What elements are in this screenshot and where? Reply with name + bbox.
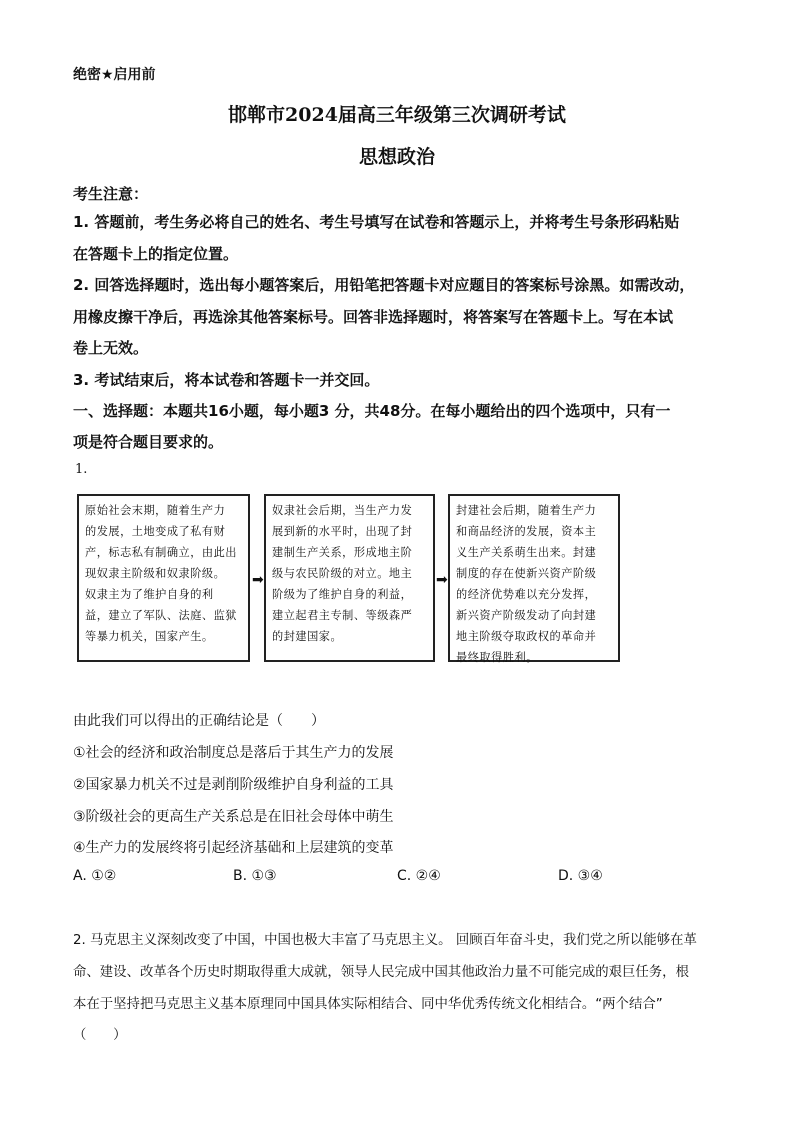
box-line: 的发展，土地变成了私有财	[85, 525, 226, 538]
notice-item-1a: 1. 答题前，考生务必将自己的姓名、考生号填写在试卷和答题示上，并将考生号条形码粘贴	[73, 213, 680, 231]
question-1-number: 1.	[75, 462, 88, 477]
box-line: 新兴资产阶级发动了向封建	[456, 609, 597, 622]
question-1-statement-1: ①社会的经济和政治制度总是落后于其生产力的发展	[73, 745, 394, 761]
box-line: 奴隶主为了维护自身的利	[85, 588, 214, 601]
question-2-line-3: 本在于坚持把马克思主义基本原理同中国具体实际相结合、同中华优秀传统文化相结合。“两个结合”	[73, 997, 663, 1012]
option-c[interactable]: C. ②④	[397, 868, 441, 884]
confidential-label: 绝密★启用前	[73, 67, 156, 83]
box-line: 建制生产关系，形成地主阶	[272, 546, 413, 559]
section-1-heading-a: 一、选择题：本题共16小题，每小题3 分，共48分。在每小题给出的四个选项中，只有一	[73, 402, 671, 420]
exam-title: 邯郸市2024届高三年级第三次调研考试	[228, 104, 566, 126]
right-arrow-icon: ➡	[436, 572, 448, 588]
option-b[interactable]: B. ①③	[233, 868, 277, 884]
question-1-stem: 由此我们可以得出的正确结论是（ ）	[73, 713, 325, 729]
box-line: 展到新的水平时，出现了封	[272, 525, 413, 538]
notice-item-3: 3. 考试结束后，将本试卷和答题卡一并交回。	[73, 371, 380, 389]
box-line: 的封建国家。	[272, 630, 343, 643]
flow-box-feudal-society	[264, 494, 435, 662]
box-line: 的经济优势难以充分发挥，	[456, 588, 597, 601]
question-2-line-4: （ ）	[73, 1028, 127, 1043]
notice-item-2c: 卷上无效。	[73, 339, 149, 357]
box-line: 级与农民阶级的对立。地主	[272, 567, 413, 580]
question-1-statement-2: ②国家暴力机关不过是剥削阶级维护自身利益的工具	[73, 777, 394, 793]
notice-heading: 考生注意：	[73, 185, 149, 203]
option-d[interactable]: D. ③④	[558, 868, 603, 884]
history-flow-diagram	[77, 494, 637, 662]
box-line: 制度的存在使新兴资产阶级	[456, 567, 597, 580]
section-1-heading-b: 项是符合题目要求的。	[73, 433, 224, 451]
notice-item-2a: 2. 回答选择题时，选出每小题答案后，用铅笔把答题卡对应题目的答案标号涂黑。如需改动，	[73, 276, 695, 294]
box-line: 和商品经济的发展，资本主	[456, 525, 597, 538]
question-1-statement-3: ③阶级社会的更高生产关系总是在旧社会母体中萌生	[73, 809, 394, 825]
box-line: 益，建立了军队、法庭、监狱	[85, 609, 237, 622]
flow-box-capitalist-society	[448, 494, 620, 662]
box-line: 最终取得胜利。	[456, 651, 538, 664]
box-line: 建立起君主专制、等级森严	[272, 609, 413, 622]
box-line: 阶级为了维护自身的利益，	[272, 588, 413, 601]
option-a[interactable]: A. ①②	[73, 868, 117, 884]
box-line: 现奴隶主阶级和奴隶阶级。	[85, 567, 226, 580]
box-line: 奴隶社会后期，当生产力发	[272, 504, 413, 517]
notice-item-2b: 用橡皮擦干净后，再选涂其他答案标号。回答非选择题时，将答案写在答题卡上。写在本试	[73, 308, 674, 326]
box-line: 义生产关系萌生出来。封建	[456, 546, 597, 559]
box-line: 等暴力机关，国家产生。	[85, 630, 214, 643]
box-line: 原始社会末期，随着生产力	[85, 504, 226, 517]
subject-title: 思想政治	[358, 146, 435, 168]
question-1-statement-4: ④生产力的发展终将引起经济基础和上层建筑的变革	[73, 840, 394, 856]
box-line: 封建社会后期，随着生产力	[456, 504, 597, 517]
question-2-line-2: 命、建设、改革各个历史时期取得重大成就，领导人民完成中国其他政治力量不可能完成的艰巨任务，根	[73, 965, 689, 980]
notice-item-1b: 在答题卡上的指定位置。	[73, 245, 239, 263]
flow-box-slave-society	[77, 494, 250, 662]
box-line: 地主阶级夺取政权的革命并	[456, 630, 597, 643]
box-line: 产，标志私有制确立，由此出	[85, 546, 237, 559]
right-arrow-icon: ➡	[252, 572, 264, 588]
question-2-line-1: 2. 马克思主义深刻改变了中国，中国也极大丰富了马克思主义。 回顾百年奋斗史，我们党之所以能够在革	[73, 933, 697, 948]
